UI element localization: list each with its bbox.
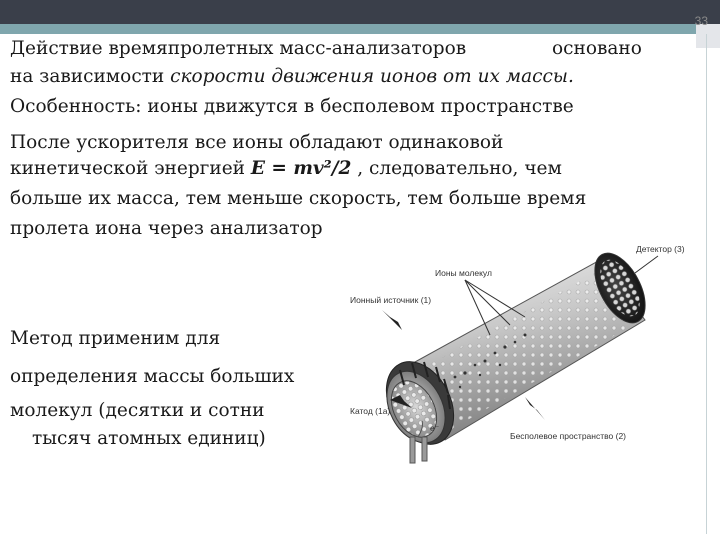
accent-line [0,24,720,34]
leader-ions-2 [465,280,510,325]
para1-line2-italic: скорости движения ионов от их массы. [170,66,574,87]
para3-line3: больше их масса, тем меньше скорость, тем больше время [10,188,587,209]
slide-number: 33 [694,14,708,28]
para3-line2 [10,158,562,180]
label-detector: Детектор (3) [636,244,685,254]
label-cathode: Катод (1а) [350,406,391,416]
para1-line2 [10,66,574,88]
cathode-pin [410,437,415,463]
label-electron: e⁻ [430,423,440,433]
arrow-fieldfree [525,397,545,420]
method-line2: определения массы больших [10,366,295,387]
leader-detector [635,256,658,273]
leader-ions-3 [465,280,525,317]
para1-line1: Действие времяпролетных масс-анализаторов [10,38,467,59]
method-line4: тысяч атомных единиц) [32,428,266,449]
label-ions: Ионы молекул [435,268,492,278]
tof-analyzer-figure [340,225,705,525]
arrow-source [382,310,402,330]
label-fieldfree: Бесполевое пространство (2) [510,431,627,441]
top-bar [0,0,720,24]
para1-line1-right: основано [552,38,642,59]
method-line1: Метод применим для [10,328,221,349]
right-border-line [706,34,707,534]
method-line3: молекул (десятки и сотни [10,400,265,421]
para2: Особенность: ионы движутся в бесполевом пространстве [10,96,574,117]
para1-line2-plain: на зависимости [10,66,171,87]
energy-formula: E = mv²/2 [250,158,352,179]
para3-line4: пролета иона через анализатор [10,218,323,239]
para3-line2-start: кинетической энергией [10,158,251,179]
label-source: Ионный источник (1) [350,295,432,305]
para3-line2-end: , следовательно, чем [351,158,562,179]
para3-line1: После ускорителя все ионы обладают одинаковой [10,132,504,153]
